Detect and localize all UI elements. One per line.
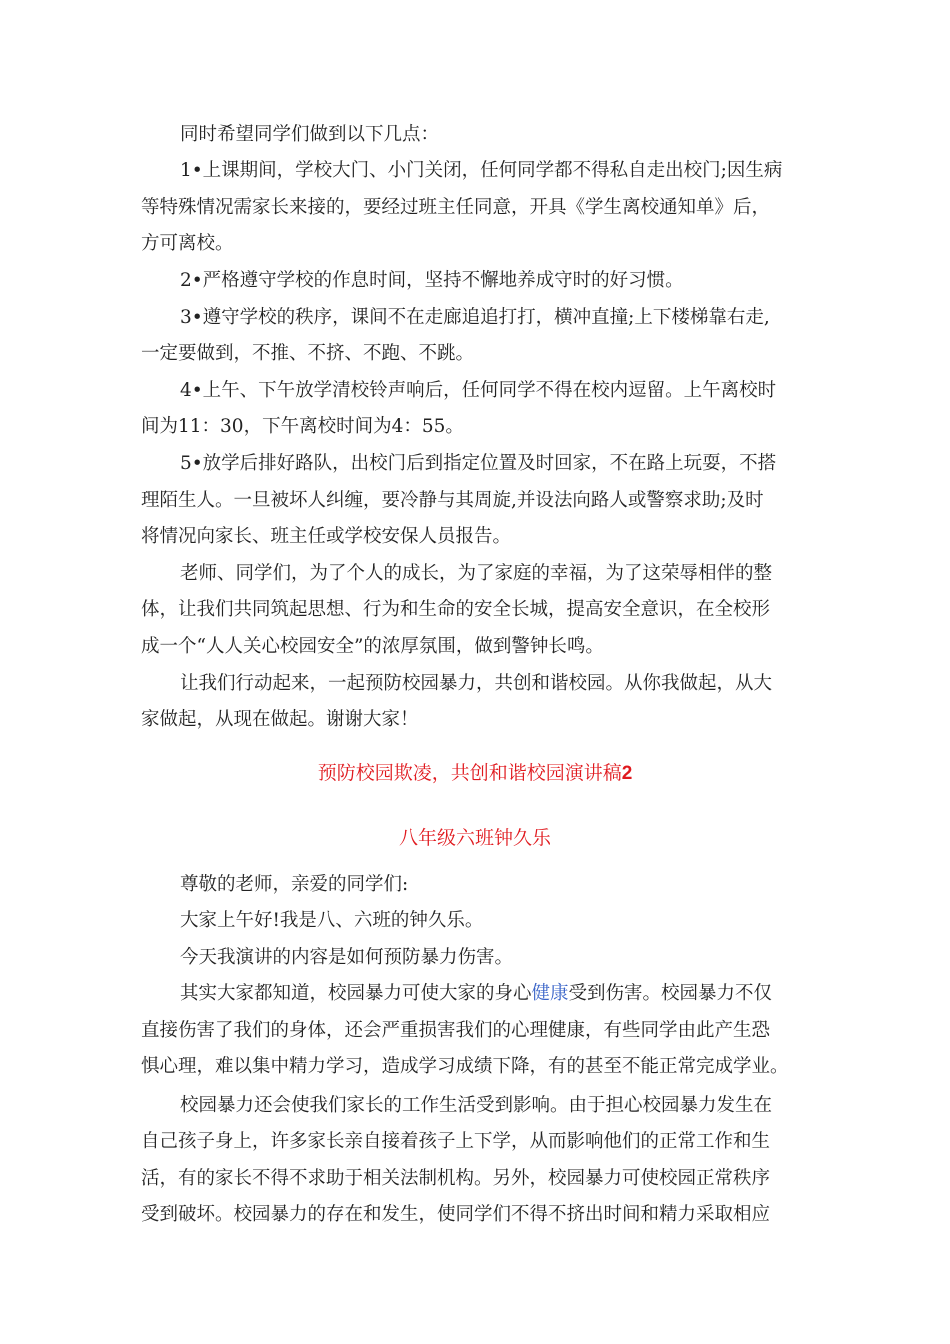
- list-item-1-line-1: 1•上课期间，学校大门、小门关闭，任何同学都不得私自走出校门;因生病: [180, 160, 783, 181]
- greeting-line-2: 大家上午好!我是八、六班的钟久乐。: [180, 910, 484, 931]
- paragraph-10-line-4: 受到破坏。校园暴力的存在和发生，使同学们不得不挤出时间和精力采取相应: [141, 1204, 771, 1225]
- paragraph-9-line-1: [180, 975, 772, 1012]
- paragraph-9-line-3: 惧心理，难以集中精力学习，造成学习成绩下降，有的甚至不能正常完成学业。: [141, 1056, 789, 1077]
- paragraph-8-line-2: 家做起，从现在做起。谢谢大家！: [141, 709, 419, 730]
- paragraph-10-line-3: 活，有的家长不得不求助于相关法制机构。另外，校园暴力可使校园正常秩序: [141, 1168, 771, 1189]
- greeting-line-3: 今天我演讲的内容是如何预防暴力伤害。: [180, 947, 514, 968]
- paragraph-9-line-2: 直接伤害了我们的身体，还会严重损害我们的心理健康，有些同学由此产生恐: [141, 1020, 771, 1041]
- paragraph-7-line-1: 老师、同学们，为了个人的成长，为了家庭的幸福，为了这荣辱相伴的整: [180, 563, 773, 584]
- speech-title-text: 预防校园欺凌，共创和谐校园演讲稿: [317, 762, 622, 784]
- list-item-4-line-1: 4•上午、下午放学清校铃声响后，任何同学不得在校内逗留。上午离校时: [180, 380, 777, 401]
- list-item-1-line-2: 等特殊情况需家长来接的，要经过班主任同意，开具《学生离校通知单》后，: [141, 197, 771, 218]
- paragraph-8-line-1: 让我们行动起来，一起预防校园暴力，共创和谐校园。从你我做起，从大: [180, 673, 773, 694]
- paragraph-7-line-3: 成一个“人人关心校园安全”的浓厚氛围，做到警钟长鸣。: [141, 636, 604, 657]
- paragraph-9-text-b: 受到伤害。校园暴力不仅: [568, 983, 773, 1004]
- health-link[interactable]: 健康: [531, 983, 569, 1004]
- list-item-3-line-2: 一定要做到，不推、不挤、不跑、不跳。: [141, 343, 475, 364]
- speech-author: 八年级六班钟久乐: [398, 827, 551, 849]
- paragraph-10-line-2: 自己孩子身上，许多家长亲自接着孩子上下学，从而影响他们的正常工作和生: [141, 1131, 771, 1152]
- list-item-5-line-3: 将情况向家长、班主任或学校安保人员报告。: [141, 526, 512, 547]
- list-item-5-line-2: 理陌生人。一旦被坏人纠缠，要冷静与其周旋,并设法向路人或警察求助;及时: [141, 490, 764, 511]
- list-item-3-line-1: 3•遵守学校的秩序，课间不在走廊追追打打，横冲直撞;上下楼梯靠右走,: [180, 307, 770, 328]
- paragraph-9-text-a: 其实大家都知道，校园暴力可使大家的身心: [180, 983, 532, 1004]
- list-item-1-line-3: 方可离校。: [141, 233, 234, 254]
- list-item-2: 2•严格遵守学校的作息时间，坚持不懈地养成守时的好习惯。: [180, 270, 684, 291]
- paragraph-intro: 同时希望同学们做到以下几点：: [180, 124, 440, 145]
- paragraph-7-line-2: 体，让我们共同筑起思想、行为和生命的安全长城，提高安全意识，在全校形: [141, 599, 771, 620]
- list-item-4-line-2: 间为11：30，下午离校时间为4：55。: [141, 416, 464, 437]
- speech-title: [0, 755, 950, 792]
- list-item-5-line-1: 5•放学后排好路队，出校门后到指定位置及时回家，不在路上玩耍，不搭: [180, 453, 777, 474]
- greeting-line-1: 尊敬的老师，亲爱的同学们:: [180, 874, 409, 895]
- speech-title-number: 2: [621, 763, 633, 784]
- paragraph-10-line-1: 校园暴力还会使我们家长的工作生活受到影响。由于担心校园暴力发生在: [180, 1095, 773, 1116]
